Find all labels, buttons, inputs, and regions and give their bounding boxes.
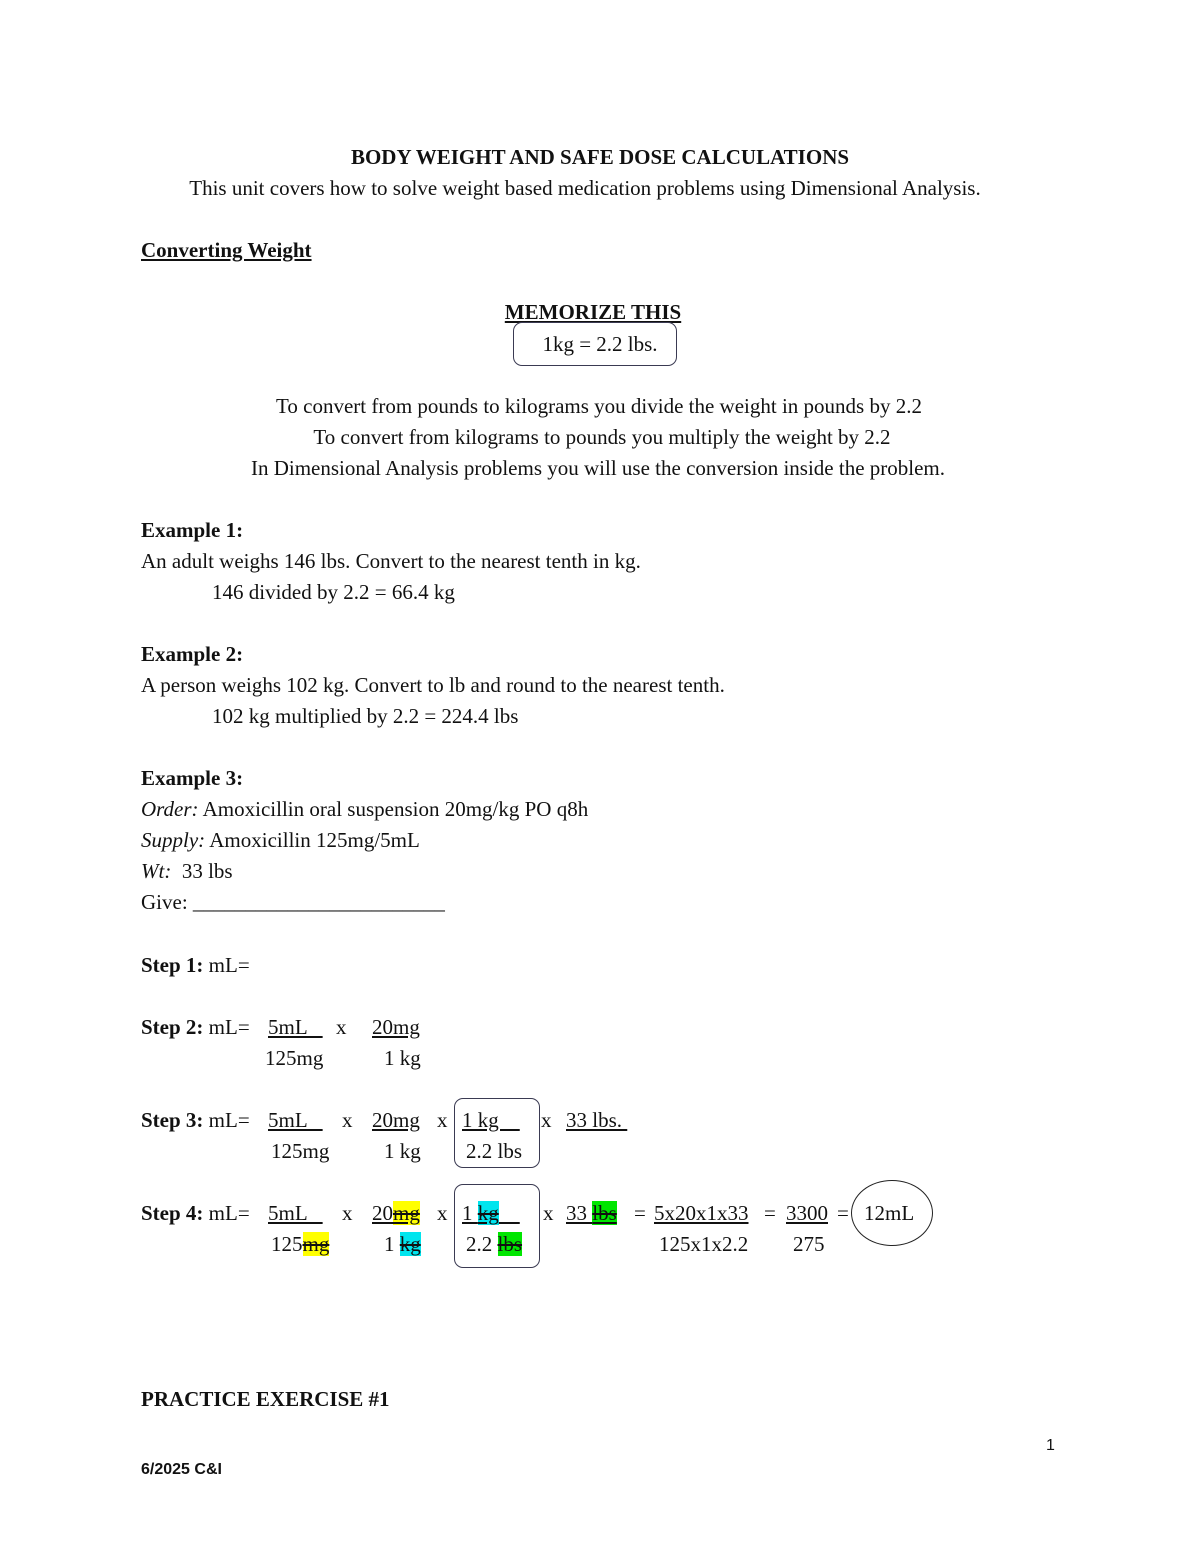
- step3-denominator-2: 1 kg: [384, 1139, 421, 1163]
- step4-equals-3: =: [837, 1201, 849, 1225]
- step3-times-2: x: [437, 1108, 448, 1132]
- order-label: Order:: [141, 797, 199, 821]
- give-blank: ________________________: [192, 890, 445, 914]
- step4-den1-value: 125: [271, 1232, 303, 1256]
- page-number: 1: [1046, 1437, 1055, 1454]
- rule-dimensional-analysis: In Dimensional Analysis problems you will use the conversion inside the problem.: [250, 456, 946, 480]
- supply-label: Supply:: [141, 828, 206, 852]
- step4-times-3: x: [543, 1201, 554, 1225]
- step4-den3-value: 2.2: [466, 1232, 498, 1256]
- cancelled-lbs-denominator: lbs: [497, 1232, 523, 1256]
- cancelled-lbs: lbs: [592, 1201, 617, 1225]
- step3-label: Step 3:: [141, 1108, 204, 1132]
- cancelled-kg: kg: [477, 1201, 499, 1225]
- example2-problem: A person weighs 102 kg. Convert to lb and round to the nearest tenth.: [141, 673, 725, 697]
- cancelled-mg-denominator: mg: [302, 1232, 330, 1256]
- step1-label: Step 1:: [141, 953, 204, 977]
- step4-lhs: mL=: [203, 1201, 250, 1225]
- example2-heading: Example 2:: [141, 642, 244, 666]
- footer-date-code: 6/2025 C&I: [141, 1461, 222, 1478]
- step4-numerator-2: [372, 1203, 420, 1224]
- step1-line: [141, 955, 250, 976]
- section-heading-converting-weight: Converting Weight: [141, 238, 312, 262]
- step3-line: [141, 1110, 250, 1131]
- step4-times-1: x: [342, 1201, 353, 1225]
- example1-heading: Example 1:: [141, 518, 244, 542]
- page-title: BODY WEIGHT AND SAFE DOSE CALCULATIONS: [350, 145, 850, 169]
- step3-times-3: x: [541, 1108, 552, 1132]
- step4-expression-denominator: 125x1x2.2: [659, 1232, 749, 1256]
- step2-denominator-1: 125mg: [265, 1046, 324, 1070]
- step3-numerator-1: 5mL: [268, 1108, 323, 1132]
- step4-value-denominator: 275: [793, 1232, 825, 1256]
- step2-numerator-2: 20mg: [372, 1015, 420, 1039]
- practice-exercise-heading: PRACTICE EXERCISE #1: [141, 1387, 390, 1411]
- step1-expr: mL=: [203, 953, 250, 977]
- supply-value: Amoxicillin 125mg/5mL: [205, 828, 420, 852]
- step2-lhs: mL=: [203, 1015, 250, 1039]
- rule-kg-to-pounds: To convert from kilograms to pounds you multiply the weight by 2.2: [313, 425, 891, 449]
- weight-value: 33 lbs: [171, 859, 233, 883]
- intro-text: This unit covers how to solve weight based medication problems using Dimensional Analysis.: [189, 176, 981, 200]
- cancelled-mg: mg: [393, 1201, 420, 1225]
- step4-line: [141, 1203, 250, 1224]
- step2-denominator-2: 1 kg: [384, 1046, 421, 1070]
- example1-problem: An adult weighs 146 lbs. Convert to the nearest tenth in kg.: [141, 549, 641, 573]
- step4-num2-value: 20: [372, 1201, 393, 1225]
- step4-equals-1: =: [634, 1201, 646, 1225]
- example3-weight: [141, 861, 233, 882]
- step4-numerator-4: [566, 1203, 617, 1224]
- step4-den2-value: 1: [384, 1232, 400, 1256]
- example1-answer: 146 divided by 2.2 = 66.4 kg: [212, 580, 455, 604]
- step2-numerator-1: 5mL: [268, 1015, 323, 1039]
- step2-label: Step 2:: [141, 1015, 204, 1039]
- step4-label: Step 4:: [141, 1201, 204, 1225]
- step4-num4-value: 33: [566, 1201, 593, 1225]
- memorize-label: MEMORIZE THIS: [504, 300, 682, 324]
- step4-denominator-2: [384, 1234, 421, 1255]
- example3-supply: [141, 830, 420, 851]
- give-label: Give:: [141, 890, 188, 914]
- step4-num3-value: 1: [462, 1201, 478, 1225]
- step3-numerator-4: 33 lbs.: [566, 1108, 628, 1132]
- step4-denominator-1: [271, 1234, 329, 1255]
- step4-denominator-3: [466, 1234, 522, 1255]
- step3-numerator-3: 1 kg: [462, 1108, 520, 1132]
- example3-order: [141, 799, 588, 820]
- memorize-fact: 1kg = 2.2 lbs.: [542, 332, 658, 356]
- order-value: Amoxicillin oral suspension 20mg/kg PO q8h: [198, 797, 589, 821]
- step3-denominator-3: 2.2 lbs: [466, 1139, 523, 1163]
- step3-denominator-1: 125mg: [271, 1139, 330, 1163]
- step4-numerator-3: [462, 1203, 520, 1224]
- step4-expression-numerator: 5x20x1x33: [654, 1201, 749, 1225]
- step3-lhs: mL=: [203, 1108, 250, 1132]
- step2-times-1: x: [336, 1015, 347, 1039]
- step4-times-2: x: [437, 1201, 448, 1225]
- rule-pounds-to-kg: To convert from pounds to kilograms you divide the weight in pounds by 2.2: [276, 394, 922, 418]
- step4-numerator-1: 5mL: [268, 1201, 323, 1225]
- step4-equals-2: =: [764, 1201, 776, 1225]
- weight-label: Wt:: [141, 859, 172, 883]
- step4-num3-pad: [499, 1201, 520, 1225]
- example2-answer: 102 kg multiplied by 2.2 = 224.4 lbs: [212, 704, 519, 728]
- example3-heading: Example 3:: [141, 766, 244, 790]
- step4-value-numerator: 3300: [786, 1201, 828, 1225]
- step3-numerator-2: 20mg: [372, 1108, 420, 1132]
- step3-times-1: x: [342, 1108, 353, 1132]
- cancelled-kg-denominator: kg: [399, 1232, 421, 1256]
- example3-give: [141, 892, 445, 913]
- step4-answer: 12mL: [864, 1201, 915, 1225]
- step2-line: [141, 1017, 250, 1038]
